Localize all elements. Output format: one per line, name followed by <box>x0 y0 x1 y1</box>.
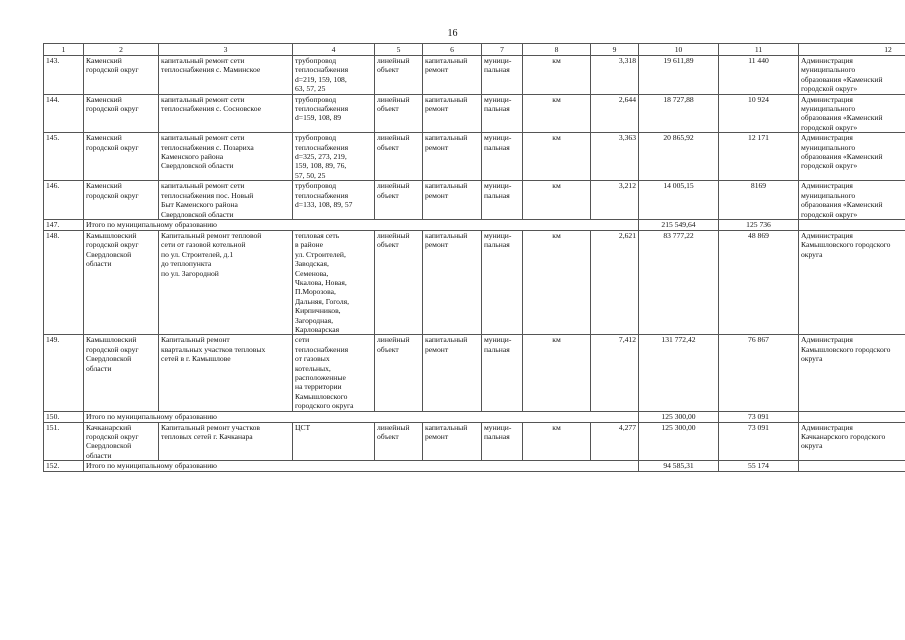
row-number: 145. <box>44 133 84 181</box>
length-cell: 7,412 <box>591 335 639 411</box>
object-cell: трубопровод теплоснабжения d=219, 159, 108, 63, 57, 25 <box>293 56 375 95</box>
repair-cell: капитальный ремонт <box>423 133 482 181</box>
table-row <box>44 335 905 411</box>
repair-cell: капитальный ремонт <box>423 181 482 220</box>
territory-cell: Каменский городской округ <box>84 133 159 181</box>
admin-cell <box>799 461 905 472</box>
work-cell: Капитальный ремонт квартальных участков тепловых сетей в г. Камышлове <box>159 335 293 411</box>
header-cell: 8 <box>523 44 591 56</box>
header-cell: 3 <box>159 44 293 56</box>
object-cell: сети теплоснабжения от газовых котельных, расположенные на территории Камышловского городского округа <box>293 335 375 411</box>
repair-cell: капитальный ремонт <box>423 422 482 461</box>
admin-cell <box>799 411 905 422</box>
unit-cell: км <box>523 133 591 181</box>
col11-cell: 125 736 <box>719 219 799 230</box>
cost-cell: 125 300,00 <box>639 422 719 461</box>
ownership-cell: муници- пальная <box>482 133 523 181</box>
ownership-cell: муници- пальная <box>482 181 523 220</box>
header-cell: 4 <box>293 44 375 56</box>
col11-cell: 8169 <box>719 181 799 220</box>
repair-cell: капитальный ремонт <box>423 56 482 95</box>
kind-cell: линейный объект <box>375 335 423 411</box>
work-cell: Капитальный ремонт участков тепловых сетей г. Качканара <box>159 422 293 461</box>
territory-cell: Каменский городской округ <box>84 181 159 220</box>
admin-cell: Администрация муниципального образования «Каменский городской округ» <box>799 133 905 181</box>
kind-cell: линейный объект <box>375 230 423 334</box>
row-number: 144. <box>44 94 84 133</box>
col11-cell: 73 091 <box>719 422 799 461</box>
territory-cell: Камышловский городской округ Свердловской области <box>84 230 159 334</box>
work-cell: Капитальный ремонт тепловой сети от газовой котельной по ул. Строителей, д.1 до теплопункта по ул. Загородной <box>159 230 293 334</box>
ownership-cell: муници- пальная <box>482 422 523 461</box>
repair-cell: капитальный ремонт <box>423 335 482 411</box>
object-cell: трубопровод теплоснабжения d=159, 108, 89 <box>293 94 375 133</box>
table-row <box>44 94 905 133</box>
admin-cell: Администрация муниципального образования «Каменский городской округ» <box>799 94 905 133</box>
object-cell: ЦСТ <box>293 422 375 461</box>
total-row <box>44 411 905 422</box>
work-cell: капитальный ремонт сети теплоснабжения с. Позариха Каменского района Свердловской области <box>159 133 293 181</box>
table-row <box>44 56 905 95</box>
table-row <box>44 230 905 334</box>
object-cell: трубопровод теплоснабжения d=133, 108, 89, 57 <box>293 181 375 220</box>
table-row <box>44 422 905 461</box>
header-cell: 2 <box>84 44 159 56</box>
work-cell: капитальный ремонт сети теплоснабжения с. Маминское <box>159 56 293 95</box>
header-cell: 11 <box>719 44 799 56</box>
length-cell: 2,644 <box>591 94 639 133</box>
kind-cell: линейный объект <box>375 56 423 95</box>
admin-cell: Администрация Качканарского городского округа <box>799 422 905 461</box>
row-number: 149. <box>44 335 84 411</box>
row-number: 147. <box>44 219 84 230</box>
row-number: 152. <box>44 461 84 472</box>
cost-cell: 94 585,31 <box>639 461 719 472</box>
total-label: Итого по муниципальному образованию <box>84 461 639 472</box>
total-label: Итого по муниципальному образованию <box>84 411 639 422</box>
row-number: 150. <box>44 411 84 422</box>
work-cell: капитальный ремонт сети теплоснабжения с. Сосновское <box>159 94 293 133</box>
length-cell: 3,318 <box>591 56 639 95</box>
header-cell: 6 <box>423 44 482 56</box>
row-number: 151. <box>44 422 84 461</box>
territory-cell: Каменский городской округ <box>84 56 159 95</box>
table-body <box>44 56 905 472</box>
col11-cell: 11 440 <box>719 56 799 95</box>
col11-cell: 76 867 <box>719 335 799 411</box>
territory-cell: Качканарский городской округ Свердловской области <box>84 422 159 461</box>
kind-cell: линейный объект <box>375 94 423 133</box>
kind-cell: линейный объект <box>375 422 423 461</box>
table-row <box>44 181 905 220</box>
cost-cell: 131 772,42 <box>639 335 719 411</box>
ownership-cell: муници- пальная <box>482 335 523 411</box>
cost-cell: 125 300,00 <box>639 411 719 422</box>
col11-cell: 48 869 <box>719 230 799 334</box>
row-number: 143. <box>44 56 84 95</box>
admin-cell <box>799 219 905 230</box>
cost-cell: 20 865,92 <box>639 133 719 181</box>
unit-cell: км <box>523 230 591 334</box>
length-cell: 2,621 <box>591 230 639 334</box>
ownership-cell: муници- пальная <box>482 56 523 95</box>
ownership-cell: муници- пальная <box>482 230 523 334</box>
unit-cell: км <box>523 335 591 411</box>
length-cell: 3,212 <box>591 181 639 220</box>
header-cell: 5 <box>375 44 423 56</box>
header-cell: 9 <box>591 44 639 56</box>
col11-cell: 10 924 <box>719 94 799 133</box>
works-table <box>43 43 905 472</box>
page-number: 16 <box>447 28 458 39</box>
length-cell: 4,277 <box>591 422 639 461</box>
length-cell: 3,363 <box>591 133 639 181</box>
unit-cell: км <box>523 94 591 133</box>
cost-cell: 14 005,15 <box>639 181 719 220</box>
object-cell: тепловая сеть в районе ул. Строителей, Заводская, Семенова, Чкалова, Новая, П.Морозова, Дальняя, Гоголя, Кирпичников, Загородная, Карловарская <box>293 230 375 334</box>
table-row <box>44 133 905 181</box>
header-cell: 7 <box>482 44 523 56</box>
header-cell: 10 <box>639 44 719 56</box>
ownership-cell: муници- пальная <box>482 94 523 133</box>
admin-cell: Администрация Камышловского городского округа <box>799 335 905 411</box>
repair-cell: капитальный ремонт <box>423 94 482 133</box>
admin-cell: Администрация муниципального образования «Каменский городской округ» <box>799 181 905 220</box>
cost-cell: 19 611,89 <box>639 56 719 95</box>
territory-cell: Каменский городской округ <box>84 94 159 133</box>
col11-cell: 12 171 <box>719 133 799 181</box>
work-cell: капитальный ремонт сети теплоснабжения пос. Новый Быт Каменского района Свердловской области <box>159 181 293 220</box>
total-label: Итого по муниципальному образованию <box>84 219 639 230</box>
unit-cell: км <box>523 422 591 461</box>
unit-cell: км <box>523 181 591 220</box>
kind-cell: линейный объект <box>375 181 423 220</box>
header-row <box>44 44 905 56</box>
header-cell: 12 <box>799 44 905 56</box>
unit-cell: км <box>523 56 591 95</box>
object-cell: трубопровод теплоснабжения d=325, 273, 219, 159, 108, 89, 76, 57, 50, 25 <box>293 133 375 181</box>
repair-cell: капитальный ремонт <box>423 230 482 334</box>
total-row <box>44 461 905 472</box>
kind-cell: линейный объект <box>375 133 423 181</box>
header-cell: 1 <box>44 44 84 56</box>
cost-cell: 83 777,22 <box>639 230 719 334</box>
cost-cell: 215 549,64 <box>639 219 719 230</box>
row-number: 148. <box>44 230 84 334</box>
col11-cell: 73 091 <box>719 411 799 422</box>
row-number: 146. <box>44 181 84 220</box>
admin-cell: Администрация Камышловского городского округа <box>799 230 905 334</box>
cost-cell: 18 727,88 <box>639 94 719 133</box>
col11-cell: 55 174 <box>719 461 799 472</box>
territory-cell: Камышловский городской округ Свердловской области <box>84 335 159 411</box>
admin-cell: Администрация муниципального образования «Каменский городской округ» <box>799 56 905 95</box>
total-row <box>44 219 905 230</box>
